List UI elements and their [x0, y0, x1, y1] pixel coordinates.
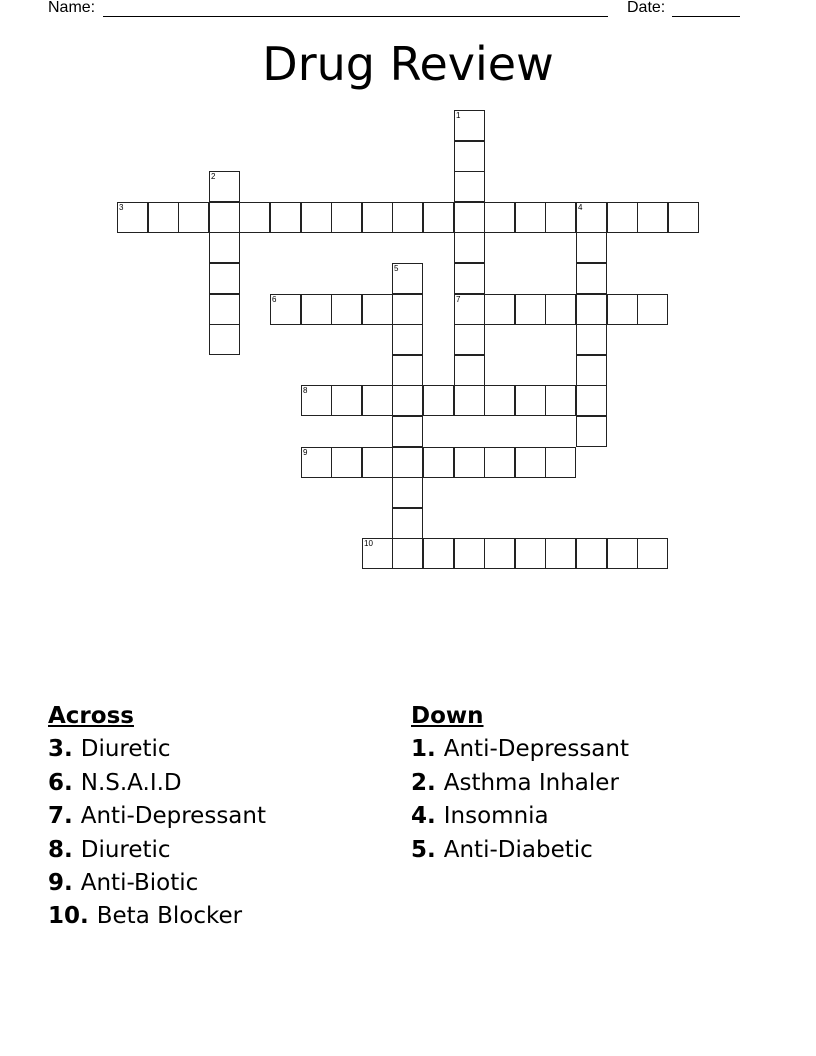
- cell-number: 4: [578, 203, 583, 212]
- crossword-cell[interactable]: [209, 232, 240, 263]
- crossword-cell[interactable]: [607, 202, 638, 233]
- crossword-cell[interactable]: [392, 355, 423, 386]
- across-clue: [48, 867, 266, 900]
- crossword-cell[interactable]: [637, 202, 668, 233]
- crossword-cell[interactable]: [668, 202, 699, 233]
- clue-text: Anti-Depressant: [80, 803, 266, 830]
- crossword-cell[interactable]: [454, 538, 485, 569]
- crossword-cell[interactable]: [362, 385, 393, 416]
- crossword-cell[interactable]: [331, 385, 362, 416]
- crossword-cell[interactable]: [484, 202, 515, 233]
- clue-number: 7.: [48, 803, 73, 830]
- crossword-cell[interactable]: [454, 263, 485, 294]
- across-clue: [48, 834, 266, 867]
- crossword-cell[interactable]: [423, 538, 454, 569]
- crossword-cell[interactable]: [362, 202, 393, 233]
- cell-number: 8: [303, 386, 308, 395]
- crossword-cell[interactable]: [392, 263, 423, 294]
- down-clue: [411, 834, 629, 867]
- across-clues: [48, 700, 266, 934]
- crossword-cell[interactable]: [423, 447, 454, 478]
- crossword-cell[interactable]: [454, 232, 485, 263]
- crossword-cell[interactable]: [209, 324, 240, 355]
- crossword-cell[interactable]: [576, 538, 607, 569]
- crossword-cell[interactable]: [576, 232, 607, 263]
- crossword-cell[interactable]: [209, 171, 240, 202]
- crossword-cell[interactable]: [362, 294, 393, 325]
- clue-text: Diuretic: [80, 736, 171, 763]
- crossword-cell[interactable]: [178, 202, 209, 233]
- clue-text: Anti-Diabetic: [443, 836, 593, 863]
- crossword-cell[interactable]: [392, 477, 423, 508]
- crossword-cell[interactable]: [576, 385, 607, 416]
- crossword-cell[interactable]: [331, 294, 362, 325]
- crossword-cell[interactable]: [392, 447, 423, 478]
- crossword-cell[interactable]: [148, 202, 179, 233]
- crossword-cell[interactable]: [392, 538, 423, 569]
- across-clue: [48, 733, 266, 766]
- crossword-cell[interactable]: [576, 355, 607, 386]
- name-label: Name:: [48, 0, 96, 16]
- crossword-cell[interactable]: [515, 447, 546, 478]
- crossword-cell[interactable]: [576, 324, 607, 355]
- page-title: Drug Review: [262, 37, 554, 91]
- crossword-cell[interactable]: [515, 538, 546, 569]
- down-clue: [411, 767, 629, 800]
- crossword-cell[interactable]: [392, 385, 423, 416]
- crossword-cell[interactable]: [362, 447, 393, 478]
- crossword-cell[interactable]: [423, 202, 454, 233]
- crossword-cell[interactable]: [209, 202, 240, 233]
- cell-number: 10: [364, 539, 373, 548]
- crossword-cell[interactable]: [545, 538, 576, 569]
- crossword-cell[interactable]: [545, 202, 576, 233]
- crossword-cell[interactable]: [576, 294, 607, 325]
- clue-number: 4.: [411, 803, 436, 830]
- clue-number: 2.: [411, 769, 436, 796]
- crossword-cell[interactable]: [209, 263, 240, 294]
- crossword-cell[interactable]: [545, 294, 576, 325]
- clue-number: 5.: [411, 836, 436, 863]
- crossword-cell[interactable]: [454, 447, 485, 478]
- crossword-cell[interactable]: [117, 202, 148, 233]
- crossword-cell[interactable]: [454, 171, 485, 202]
- crossword-cell[interactable]: [301, 294, 332, 325]
- clue-text: Anti-Depressant: [443, 736, 629, 763]
- crossword-cell[interactable]: [270, 294, 301, 325]
- crossword-cell[interactable]: [392, 508, 423, 539]
- clue-text: Beta Blocker: [96, 903, 243, 930]
- down-heading: Down: [411, 703, 484, 729]
- cell-number: 3: [119, 203, 124, 212]
- clue-number: 9.: [48, 870, 73, 897]
- crossword-cell[interactable]: [239, 202, 270, 233]
- crossword-cell[interactable]: [576, 202, 607, 233]
- crossword-cell[interactable]: [545, 385, 576, 416]
- cell-number: 5: [394, 264, 399, 273]
- crossword-cell[interactable]: [270, 202, 301, 233]
- across-clue: [48, 800, 266, 833]
- crossword-cell[interactable]: [392, 202, 423, 233]
- crossword-cell[interactable]: [423, 385, 454, 416]
- crossword-cell[interactable]: [515, 385, 546, 416]
- clue-number: 8.: [48, 836, 73, 863]
- crossword-cell[interactable]: [454, 110, 485, 141]
- clue-text: Asthma Inhaler: [443, 769, 619, 796]
- clue-number: 1.: [411, 736, 436, 763]
- crossword-cell[interactable]: [331, 202, 362, 233]
- cell-number: 9: [303, 448, 308, 457]
- crossword-cell[interactable]: [454, 355, 485, 386]
- across-clue: [48, 767, 266, 800]
- crossword-cell[interactable]: [607, 538, 638, 569]
- crossword-cell[interactable]: [515, 202, 546, 233]
- crossword-cell[interactable]: [454, 202, 485, 233]
- cell-number: 6: [272, 295, 277, 304]
- down-clue: [411, 733, 629, 766]
- clue-text: Diuretic: [80, 836, 171, 863]
- down-clues: [411, 700, 629, 867]
- crossword-cell[interactable]: [392, 294, 423, 325]
- crossword-cell[interactable]: [209, 294, 240, 325]
- crossword-cell[interactable]: [515, 294, 546, 325]
- clue-text: Insomnia: [443, 803, 549, 830]
- crossword-cell[interactable]: [454, 294, 485, 325]
- crossword-cell[interactable]: [576, 416, 607, 447]
- crossword-cell[interactable]: [454, 385, 485, 416]
- across-clue: [48, 900, 266, 933]
- crossword-cell[interactable]: [331, 447, 362, 478]
- cell-number: 2: [211, 172, 216, 181]
- crossword-cell[interactable]: [484, 538, 515, 569]
- crossword-cell[interactable]: [301, 202, 332, 233]
- clue-text: Anti-Biotic: [80, 870, 199, 897]
- clue-number: 10.: [48, 903, 89, 930]
- crossword-cell[interactable]: [392, 324, 423, 355]
- crossword-cell[interactable]: [545, 447, 576, 478]
- crossword-cell[interactable]: [301, 385, 332, 416]
- clue-text: N.S.A.I.D: [80, 769, 182, 796]
- crossword-cell[interactable]: [301, 447, 332, 478]
- crossword-cell[interactable]: [454, 141, 485, 172]
- cell-number: 7: [456, 295, 461, 304]
- crossword-cell[interactable]: [392, 416, 423, 447]
- down-clue: [411, 800, 629, 833]
- crossword-cell[interactable]: [607, 294, 638, 325]
- crossword-cell[interactable]: [637, 538, 668, 569]
- crossword-cell[interactable]: [484, 447, 515, 478]
- clue-number: 3.: [48, 736, 73, 763]
- across-heading: Across: [48, 703, 134, 729]
- crossword-cell[interactable]: [484, 294, 515, 325]
- crossword-cell[interactable]: [637, 294, 668, 325]
- crossword-cell[interactable]: [576, 263, 607, 294]
- crossword-cell[interactable]: [484, 385, 515, 416]
- crossword-cell[interactable]: [454, 324, 485, 355]
- crossword-cell[interactable]: [362, 538, 393, 569]
- cell-number: 1: [456, 111, 461, 120]
- date-label: Date:: [627, 0, 666, 16]
- clue-number: 6.: [48, 769, 73, 796]
